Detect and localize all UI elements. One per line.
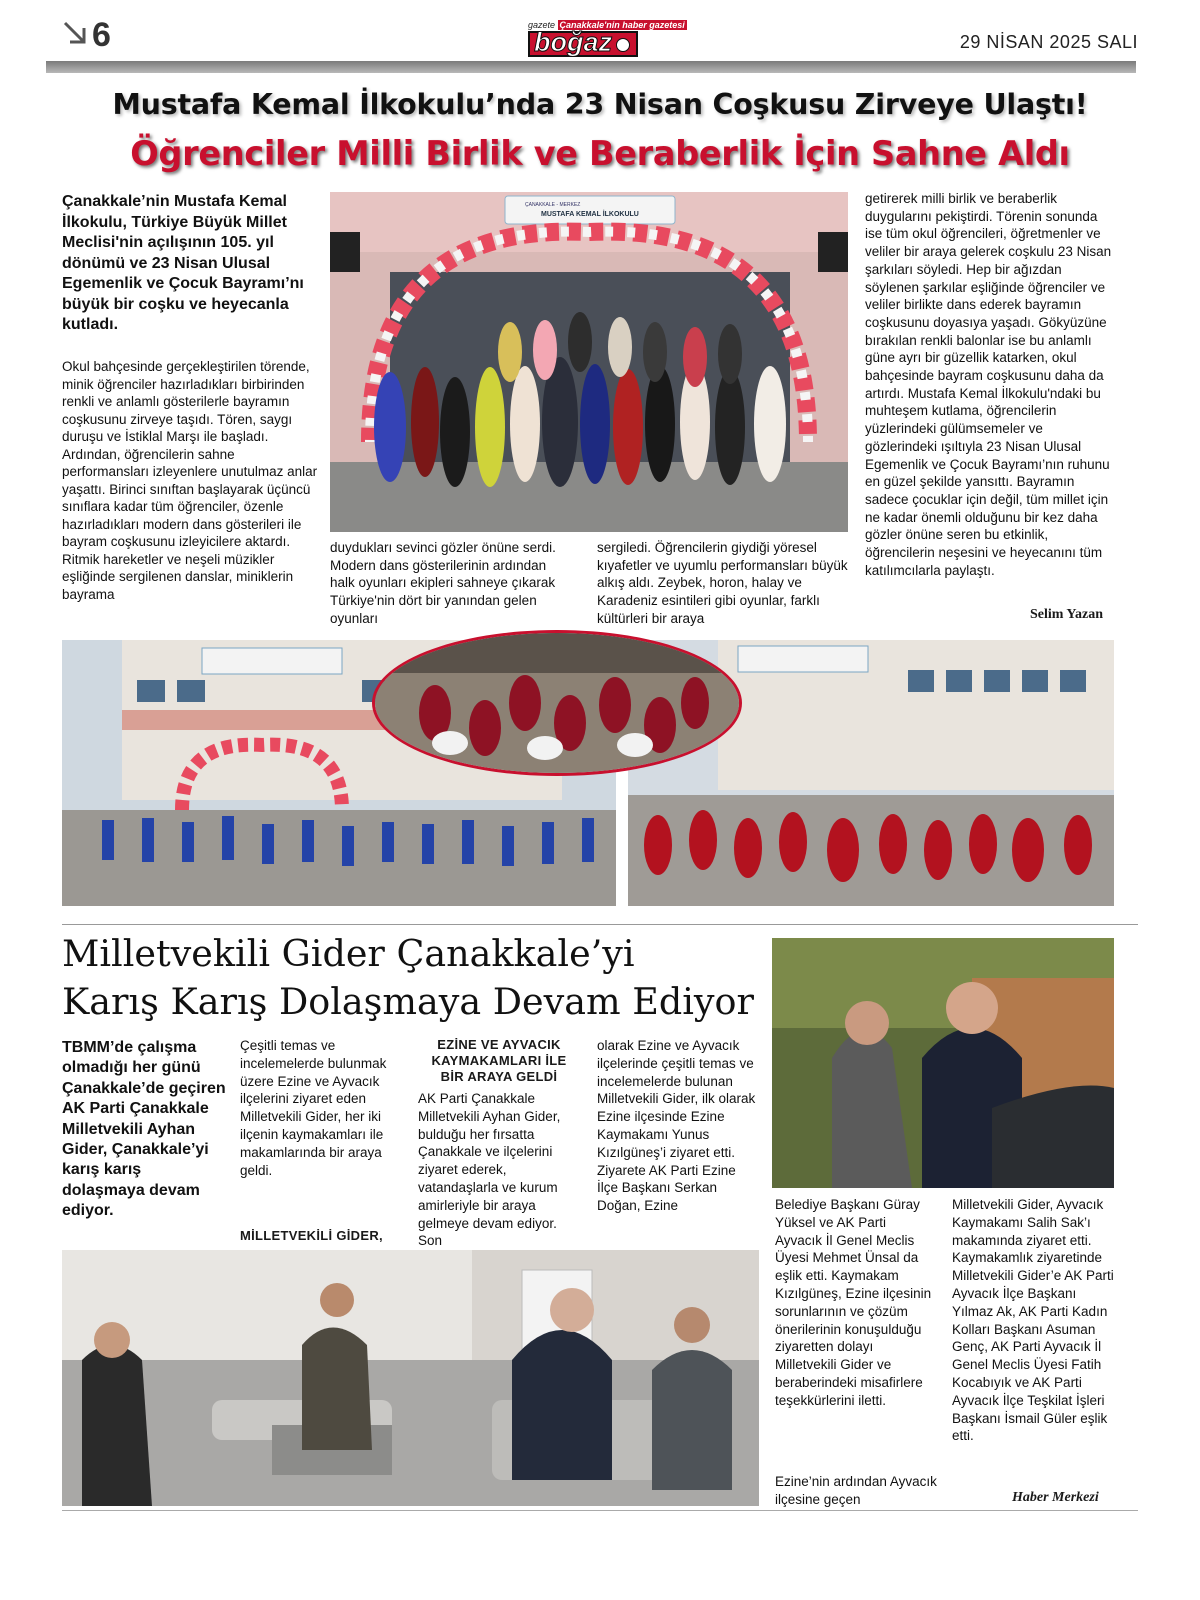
article1-author: Selim Yazan — [1030, 607, 1103, 622]
meeting-photo — [62, 1250, 759, 1506]
article2-headline-line1: Milletvekili Gider Çanakkale’yi — [62, 932, 635, 975]
school-sign-small: ÇANAKKALE - MERKEZ — [525, 202, 581, 208]
article2-lead: TBMM’de çalışma olmadığı her günü Çanakkale’de geçiren AK Parti Çanakkale Milletvekili Ayhan Gider, Çanakkale’yi karış karış dolaşmaya devam ediyor. — [62, 1039, 226, 1220]
page-number: 6 — [92, 16, 110, 54]
folk-dance-oval-photo — [372, 630, 742, 776]
article2-col3: olarak Ezine ve Ayvacık ilçelerinde çeşitli temas ve incelemelerde bulunan Milletvekili Gider, ilk olarak Ezine ilçesinde Ezine Kaymakamı Yunus Kızılgüneş’i ziyaret etti. Ziyarete AK Parti Ezine İlçe Başkanı Serkan Doğan, Ezine — [597, 1038, 756, 1214]
logo-top: gazete — [528, 20, 556, 30]
article2-author: Haber Merkezi — [1012, 1490, 1099, 1505]
article2-col5: Milletvekili Gider, Ayvacık Kaymakamı Salih Sak’ı makamında ziyaret etti. Kaymakamlık ziyaretinde Milletvekili Gider’e AK Parti Ayvacık İlçe Başkanı Yılmaz Ak, AK Parti Kadın Kolları Başkanı Asuman Genç, AK Parti Ayvacık İl Genel Meclis Üyesi Fatih Kocabıyık ve AK Parti Ayvacık İlçe Teşkilat İşleri Başkanı İsmail Güler eşlik etti. — [952, 1197, 1114, 1444]
arrow-icon — [62, 20, 90, 48]
school-sign: MUSTAFA KEMAL İLKOKULU — [541, 211, 639, 218]
article2-col1-subhead: MİLLETVEKİLİ GİDER, — [240, 1228, 383, 1243]
article1-subheadline: Öğrenciler Milli Birlik ve Beraberlik İçin Sahne Aldı — [130, 134, 1070, 173]
section-divider — [62, 924, 1138, 925]
bottom-divider — [62, 1510, 1138, 1511]
header-bar — [46, 61, 1136, 73]
article2-col4: Belediye Başkanı Güray Yüksel ve AK Parti Ayvacık İl Genel Meclis Üyesi Mehmet Ünsal da eşlik etti. Kaymakam Kızılgüneş, Ezine ilçesinin sorunlarının ve çözüm önerilerinin konuşulduğu ziyaretten dolayı Milletvekili Gider ve beraberindeki misafirlere teşekkürlerini iletti. — [775, 1197, 932, 1408]
logo-wordmark: boğaz — [534, 27, 612, 57]
article1-body-col3: sergiledi. Öğrencilerin giydiği yöresel kıyafetler ve uyumlu performansları büyük alkış aldı. Zeybek, horon, halay ve Karadeniz esintileri gibi oyunlar, farklı kültürleri bir araya — [597, 540, 848, 626]
article2-col4b: Ezine’nin ardından Ayvacık ilçesine geçen — [775, 1474, 937, 1507]
article1-lead: Çanakkale’nin Mustafa Kemal İlkokulu, Türkiye Büyük Millet Meclisi'nin açılışının 105. yıl dönümü ve 23 Nisan Ulusal Egemenlik ve Çocuk Bayramı’nı büyük bir coşku ve heyecanla kutladı. — [62, 193, 304, 333]
article1-body-col1: Okul bahçesinde gerçekleştirilen törende, minik öğrenciler hazırladıkları birbirinden renkli ve anlamlı gösterilerle bayramın coşkusunu zirveye taşıdı. Tören, saygı duruşu ve İstiklal Marşı ile başladı. Ardından, öğrencilerin sahne performansları izleyenlere unutulmaz anlar yaşattı. Birinci sınıftan başlayarak üçüncü sınıflara kadar tüm öğrenciler, özenle hazırladıkları modern dans gösterileri ile bayram coşkusunu izleyicilere aktardı. Ritmik hareketler ve neşeli müzikler eşliğinde sergilenen danslar, miniklerin bayrama — [62, 359, 318, 602]
issue-date: 29 NİSAN 2025 SALI — [959, 32, 1138, 52]
article2-col2: AK Parti Çanakkale Milletvekili Ayhan Gider, bulduğu her fırsatta Çanakkale ve ilçelerini ziyaret ederek, vatandaşlarla ve kurum amirleriyle bir araya gelmeye devam ediyor. Son — [418, 1091, 561, 1249]
handshake-photo — [772, 938, 1114, 1188]
article1-body-col4: getirerek milli birlik ve beraberlik duygularını pekiştirdi. Törenin sonunda ise tüm okul öğrencileri, öğretmenler ve veliler bir araya gelerek coşkulu 23 Nisan şarkıları söyledi. Hep bir ağızdan söylenen şarkılar eşliğinde öğrenciler ve veliler birlikte dans ederek bayramın coşkusunu doyasıya yaşadı. Gökyüzüne bırakılan renkli balonlar ise bu anlamlı güne ayrı bir güzellik katarken, okul bahçesinde bayram coşkusunu daha da artırdı. Mustafa Kemal İlkokulu'ndaki bu muhteşem kutlama, öğrencilerin yüzlerindeki gülümsemeler ve gözlerindeki ışıltıyla 23 Nisan Ulusal Egemenlik ve Çocuk Bayramı’nın ruhunu en güzel şekilde yansıttı. Bayramın sadece çocuklar için değil, tüm millet için ne kadar önemli olduğunu bir kez daha gözler önüne seren bu etkinlik, öğrencilerin neşesini ve heyecanını tüm katılımcılarla paylaştı. — [865, 191, 1112, 578]
group-photo — [330, 192, 848, 532]
logo-emblem-icon — [616, 38, 630, 52]
article2-col2-subhead: EZİNE VE AYVACIK KAYMAKAMLARI İLE BİR ARAYA GELDİ — [431, 1037, 567, 1084]
article2-headline-line2: Karış Karış Dolaşmaya Devam Ediyor — [62, 980, 754, 1023]
article2-col1: Çeşitli temas ve incelemelerde bulunmak üzere Ezine ve Ayvacık ilçelerini ziyaret eden Milletvekili Gider, her iki ilçenin kaymakamları ile makamlarında bir araya geldi. — [240, 1038, 387, 1178]
newspaper-logo[interactable] — [528, 20, 685, 60]
article2-headline — [62, 930, 782, 1026]
article1-headline: Mustafa Kemal İlkokulu’nda 23 Nisan Coşkusu Zirveye Ulaştı! — [112, 88, 1088, 121]
logo-tagline: Çanakkale'nin haber gazetesi — [559, 20, 685, 30]
article1-body-col2: duydukları sevinci gözler önüne serdi. Modern dans gösterilerinin ardından halk oyunları ekipleri sahneye çıkarak Türkiye'nin dört bir yanından gelen oyunları — [330, 540, 556, 626]
